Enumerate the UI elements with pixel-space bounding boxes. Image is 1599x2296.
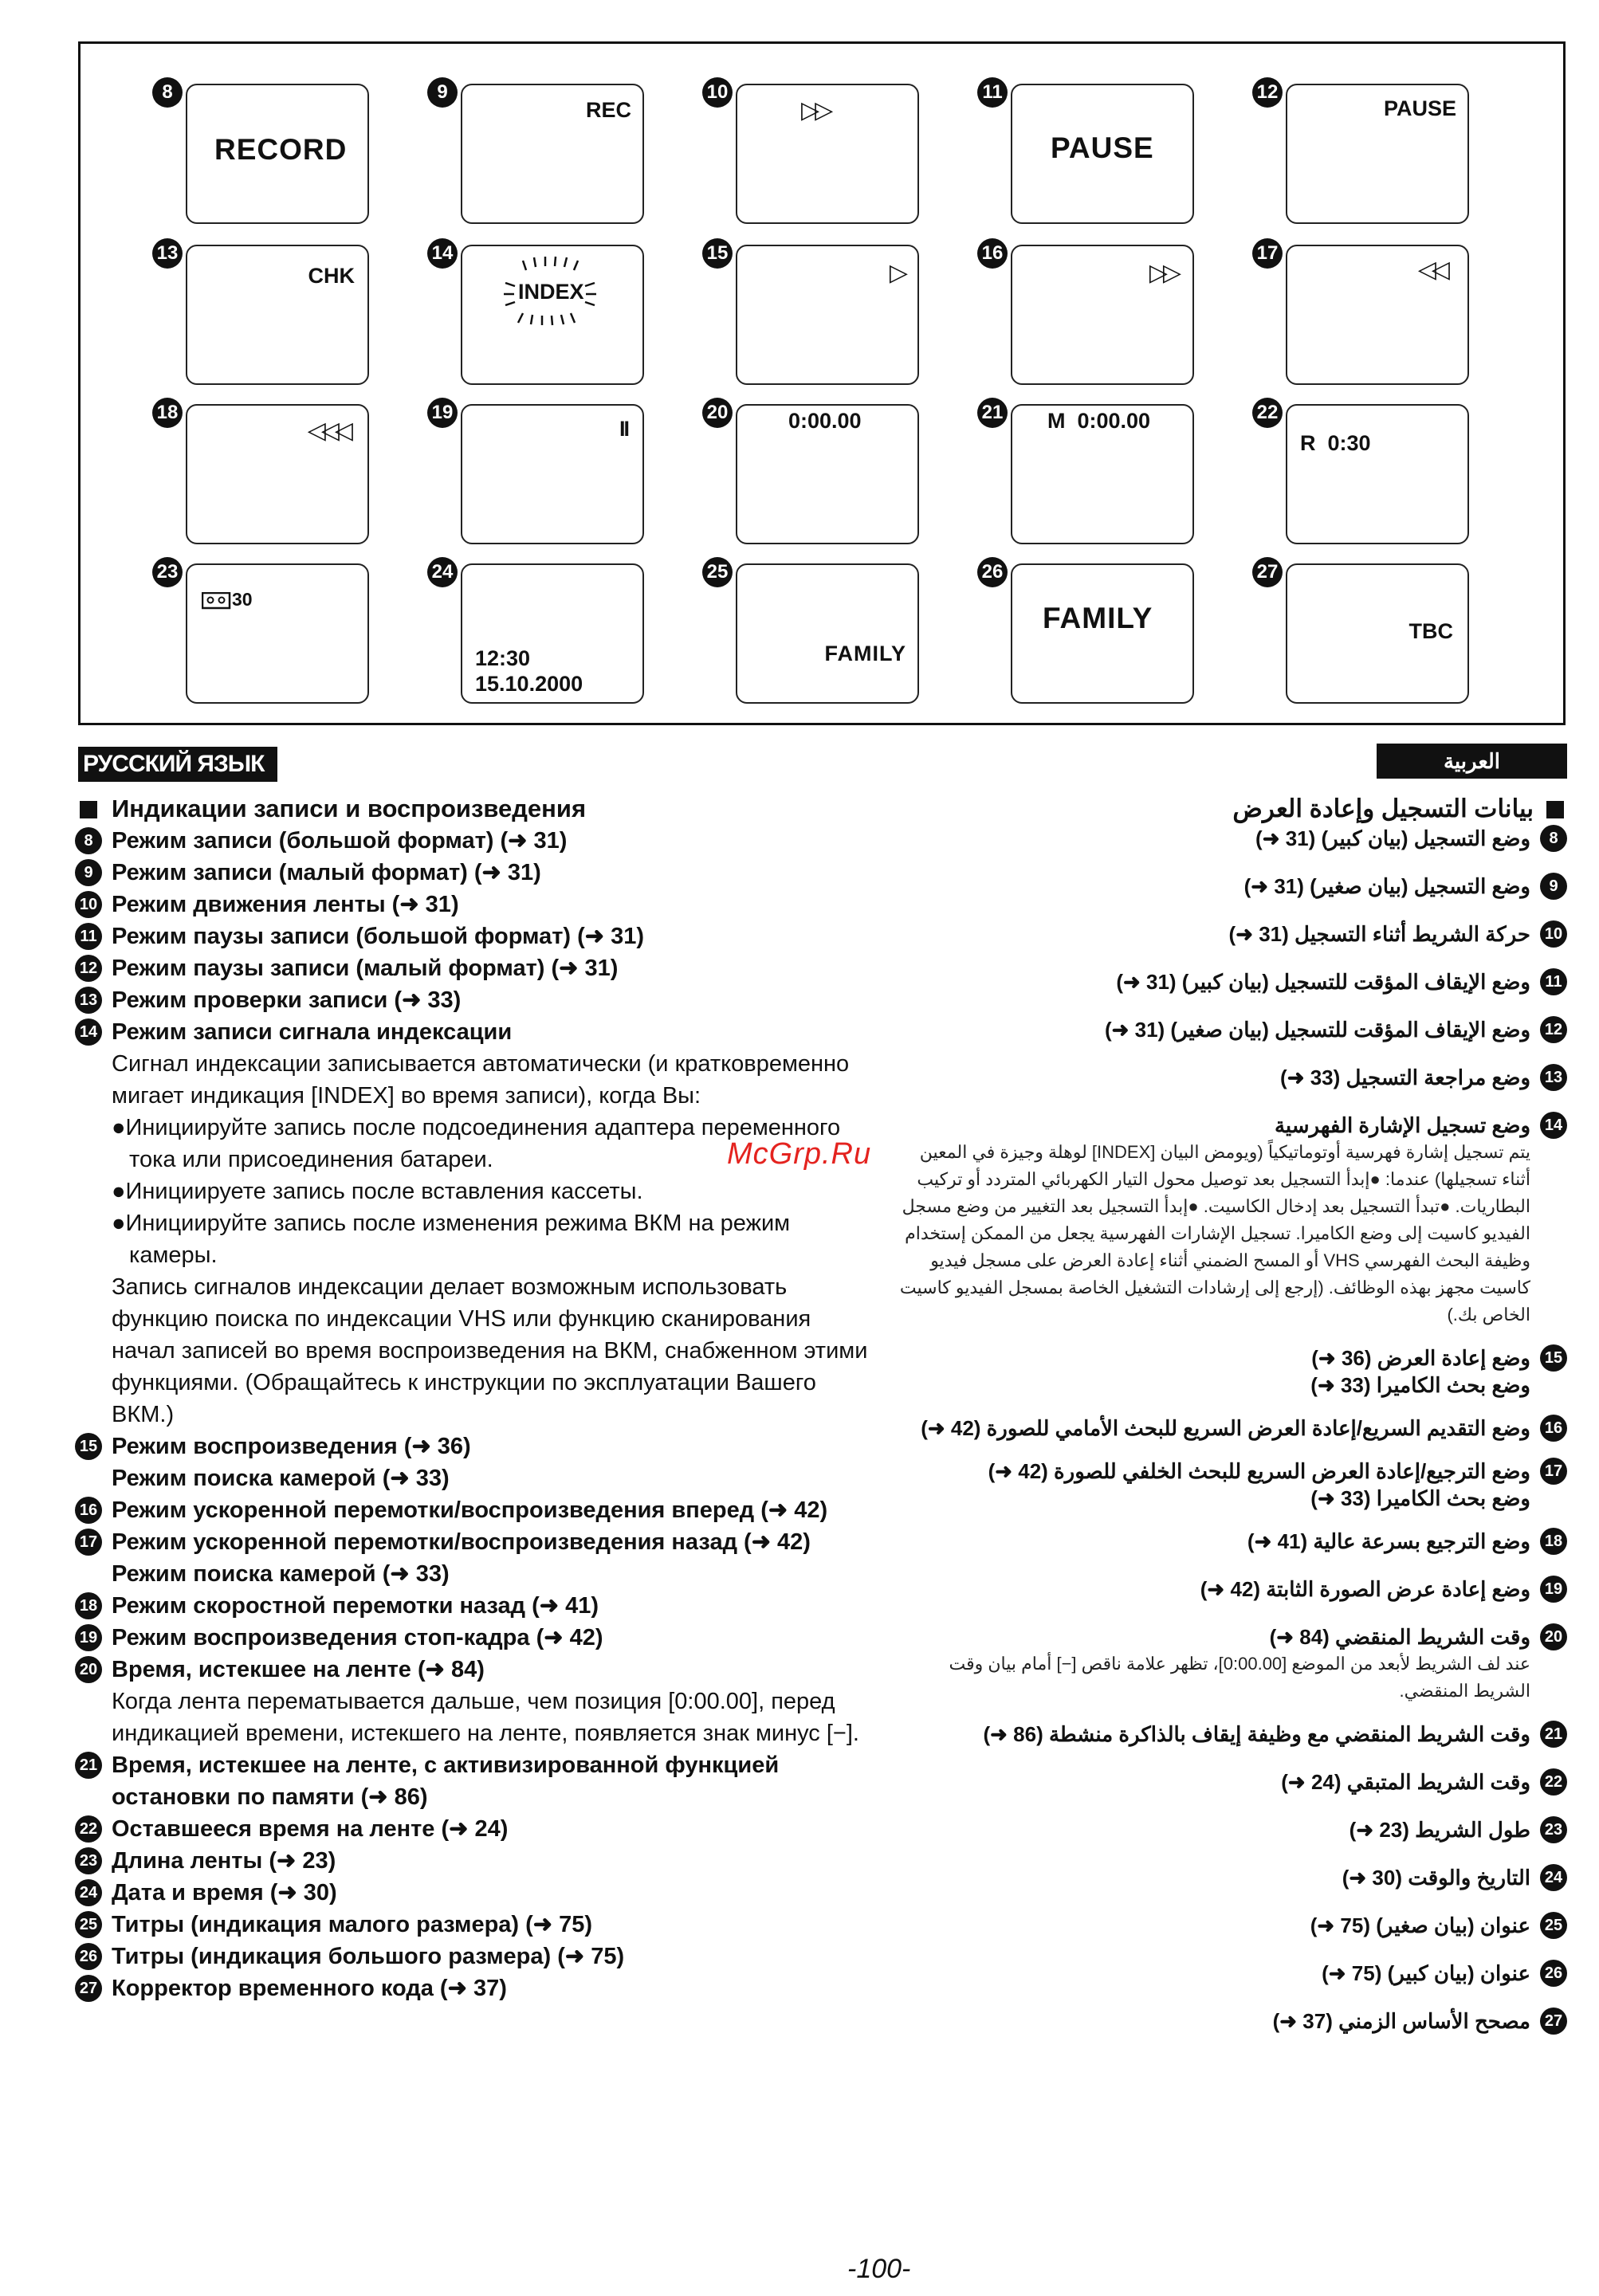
item-number-badge: 21 (977, 398, 1008, 428)
item-number-badge: 11 (1540, 968, 1567, 995)
screen-text: INDEX (518, 280, 584, 304)
section-heading (75, 793, 872, 825)
item-number-badge: 17 (75, 1529, 102, 1556)
display-cell-10 (706, 81, 985, 244)
list-item (75, 1526, 872, 1590)
item-description: Запись сигналов индексации делает возможным использовать функцию поиска по индексации VHS или функцию сканирования начал записей во время воспроизведения на ВКМ, снабженном этими функциями. (Обращайтесь к инструкции по эксплуатации Вашего ВКМ.) (112, 1274, 868, 1427)
list-item (898, 1576, 1567, 1603)
item-title: طول الشريط (23 ➜) (1349, 1818, 1530, 1842)
screen-text: REC (585, 98, 631, 122)
rewind-icon: ◁◁ (1417, 257, 1445, 283)
list-item (75, 1590, 872, 1622)
item-number-badge: 19 (427, 398, 458, 428)
list-item (898, 1623, 1567, 1705)
item-title: التاريخ والوقت (30 ➜) (1342, 1866, 1530, 1890)
screen-text: FAMILY (1043, 602, 1153, 634)
screen-date: 15.10.2000 (475, 672, 583, 696)
item-number-badge: 23 (1540, 1816, 1567, 1843)
item-title: وضع تسجيل الإشارة الفهرسية (1274, 1113, 1530, 1137)
list-item (898, 2008, 1567, 2035)
item-title: Длина ленты (➜ 23) (112, 1848, 336, 1874)
item-title: Режим записи сигнала индексации (112, 1019, 513, 1045)
screen-text: FAMILY (824, 642, 906, 665)
heading-text: Индикации записи и воспроизведения (112, 795, 587, 822)
display-cell-9 (435, 81, 710, 244)
list-item (898, 1112, 1567, 1329)
item-number-badge: 20 (702, 398, 733, 428)
item-title: حركة الشريط أثناء التسجيل (31 ➜) (1228, 922, 1530, 946)
viewfinder-screen (736, 563, 919, 704)
viewfinder-screen (1286, 84, 1469, 224)
screen-text: M 0:00.00 (1047, 409, 1151, 433)
display-cell-12 (1256, 81, 1535, 244)
item-number-badge: 14 (75, 1018, 102, 1046)
viewfinder-screen (461, 563, 644, 704)
list-item (75, 952, 872, 984)
display-cell-15 (706, 242, 985, 405)
list-item (898, 968, 1567, 995)
viewfinder-screen (1011, 563, 1194, 704)
item-number-badge: 15 (1540, 1344, 1567, 1372)
item-subtitle: وضع بحث الكاميرا (33 ➜) (1310, 1373, 1530, 1397)
item-number-badge: 14 (427, 238, 458, 269)
item-number-badge: 12 (1252, 77, 1283, 108)
item-number-badge: 23 (75, 1847, 102, 1874)
list-item (898, 1458, 1567, 1512)
display-cell-8 (160, 81, 435, 244)
item-title: Режим движения ленты (➜ 31) (112, 892, 459, 917)
item-number-badge: 16 (977, 238, 1008, 269)
screen-text: R 0:30 (1300, 431, 1371, 455)
item-number-badge: 26 (75, 1943, 102, 1970)
item-number-badge: 13 (75, 987, 102, 1014)
item-title: وضع الإيقاف المؤقت للتسجيل (بيان صغير) (31 ➜) (1104, 1018, 1530, 1042)
item-title: وقت الشريط المتبقي (24 ➜) (1281, 1770, 1530, 1794)
item-title: وضع التقديم السريع/إعادة العرض السريع للبحث الأمامي للصورة (42 ➜) (921, 1416, 1530, 1440)
item-number-badge: 17 (1252, 238, 1283, 269)
display-cell-24 (431, 561, 710, 724)
list-item (75, 1941, 872, 1972)
display-cell-22 (1256, 402, 1535, 564)
forward-icon: ▷▷ (801, 97, 829, 124)
item-subtitle: وضع بحث الكاميرا (33 ➜) (1310, 1486, 1530, 1510)
arabic-language-label: العربية (1377, 744, 1567, 779)
screen-text: CHK (308, 264, 355, 288)
item-number-badge: 15 (75, 1433, 102, 1460)
item-number-badge: 20 (1540, 1623, 1567, 1650)
screen-time: 12:30 (475, 646, 531, 670)
item-title: Режим паузы записи (малый формат) (➜ 31) (112, 956, 619, 981)
viewfinder-screen (1286, 245, 1469, 385)
item-title: Время, истекшее на ленте (➜ 84) (112, 1657, 485, 1682)
screen-text: PAUSE (1051, 131, 1154, 164)
arabic-section (898, 793, 1567, 2035)
list-item (898, 1721, 1567, 1748)
list-item (75, 889, 872, 920)
display-cell-11 (982, 81, 1260, 244)
item-title: Титры (индикация малого размера) (➜ 75) (112, 1912, 593, 1937)
item-number-badge: 22 (1252, 398, 1283, 428)
item-title: وضع إعادة العرض (36 ➜) (1311, 1346, 1530, 1370)
item-title: عنوان (بيان كبير) (75 ➜) (1322, 1961, 1530, 1985)
viewfinder-screen (736, 404, 919, 544)
list-item (898, 1912, 1567, 1939)
item-number-badge: 23 (152, 557, 183, 587)
list-item (898, 825, 1567, 852)
item-title: Время, истекшее на ленте, с активизированной функцией остановки по памяти (➜ 86) (112, 1752, 780, 1810)
item-title: عنوان (بيان صغير) (75 ➜) (1310, 1913, 1530, 1937)
item-number-badge: 14 (1540, 1112, 1567, 1139)
item-number-badge: 25 (75, 1911, 102, 1938)
item-number-badge: 25 (702, 557, 733, 587)
viewfinder-screen (186, 563, 369, 704)
viewfinder-screen (461, 245, 644, 385)
item-number-badge: 8 (75, 827, 102, 854)
list-item (75, 1749, 872, 1813)
list-item (898, 873, 1567, 900)
item-description: Сигнал индексации записывается автоматически (и кратковременно мигает индикация [INDEX] во время записи), когда Вы: (112, 1051, 850, 1109)
list-item (898, 1816, 1567, 1843)
russian-language-label: РУССКИЙ ЯЗЫК (78, 747, 277, 782)
item-title: Режим записи (большой формат) (➜ 31) (112, 828, 568, 854)
item-title: Режим паузы записи (большой формат) (➜ 31) (112, 924, 645, 949)
watermark: McGrp.Ru (727, 1137, 872, 1171)
viewfinder-screen (1011, 245, 1194, 385)
list-item (898, 1768, 1567, 1796)
item-number-badge: 16 (1540, 1415, 1567, 1442)
display-cell-17 (1256, 242, 1535, 405)
display-cell-20 (706, 402, 985, 564)
item-title: وضع مراجعة التسجيل (33 ➜) (1280, 1066, 1530, 1089)
item-number-badge: 24 (1540, 1864, 1567, 1891)
list-item (898, 1064, 1567, 1091)
display-cell-19 (431, 402, 710, 564)
list-item (75, 984, 872, 1016)
list-item (75, 920, 872, 952)
item-title: وضع التسجيل (بيان صغير) (31 ➜) (1243, 874, 1530, 898)
display-cell-13 (156, 242, 435, 405)
item-title: Титры (индикация большого размера) (➜ 75) (112, 1944, 625, 1969)
item-number-badge: 10 (1540, 920, 1567, 948)
russian-section (75, 793, 872, 2004)
list-item (75, 1016, 872, 1431)
list-item (75, 1494, 872, 1526)
still-pause-icon: II (619, 417, 628, 441)
item-number-badge: 12 (1540, 1016, 1567, 1043)
item-title: وضع التسجيل (بيان كبير) (31 ➜) (1255, 826, 1530, 850)
display-cell-18 (156, 402, 435, 564)
screen-text: TBC (1408, 619, 1453, 643)
list-item (75, 1845, 872, 1877)
item-number-badge: 20 (75, 1656, 102, 1683)
viewfinder-screen (736, 245, 919, 385)
item-number-badge: 19 (75, 1624, 102, 1651)
item-number-badge: 27 (1252, 557, 1283, 587)
item-number-badge: 13 (1540, 1064, 1567, 1091)
item-description: يتم تسجيل إشارة فهرسية أوتوماتيكياً (ويومض البيان [INDEX] لوهلة وجيزة في المعين أثناء تسجيلها) عندما: ●إبدأ التسجيل بعد توصيل محول التيار الكهربائي المتردد أو تركيب البطاريات. ●تبدأ التسجيل بعد إدخال الكاسيت. ●إبدأ التسجيل بعد التغيير من وضع مسجل الفيديو كاسيت إلى وضع الكاميرا. تسجيل الإشارات الفهرسية يجعل من الممكن إستخدام وظيفة البحث الفهرسي VHS أو المسح الضمني أثناء إعادة العرض على مسجل فيديو كاسيت مجهز بهذه الوظائف. (إرجع إلى إرشادات التشغيل الخاصة بمسجل الفيديو كاسيت الخاص بك.) (899, 1142, 1530, 1325)
item-number-badge: 12 (75, 955, 102, 982)
display-cell-21 (981, 402, 1260, 564)
display-cell-25 (706, 561, 985, 724)
item-title: Режим скоростной перемотки назад (➜ 41) (112, 1593, 599, 1619)
viewfinder-screen (1286, 404, 1469, 544)
list-item (75, 1972, 872, 2004)
item-number-badge: 21 (75, 1752, 102, 1779)
item-number-badge: 27 (75, 1975, 102, 2002)
heading-text: بيانات التسجيل وإعادة العرض (1232, 795, 1534, 822)
item-title: وضع إعادة عرض الصورة الثابتة (42 ➜) (1200, 1577, 1530, 1601)
item-number-badge: 10 (702, 77, 733, 108)
item-number-badge: 22 (75, 1815, 102, 1843)
viewfinder-screen (461, 404, 644, 544)
display-cell-16 (981, 242, 1260, 405)
list-item (898, 1415, 1567, 1442)
item-number-badge: 13 (152, 238, 183, 269)
list-item (898, 1016, 1567, 1043)
item-title: Режим проверки записи (➜ 33) (112, 987, 462, 1013)
item-number-badge: 15 (702, 238, 733, 269)
item-number-badge: 18 (152, 398, 183, 428)
item-number-badge: 24 (75, 1879, 102, 1906)
list-item (75, 825, 872, 857)
list-item (75, 1909, 872, 1941)
list-item (75, 857, 872, 889)
item-number-badge: 18 (75, 1592, 102, 1619)
screen-text: 0:00.00 (788, 409, 862, 433)
item-description: عند لف الشريط لأبعد من الموضع [0:00.00]، تظهر علامة ناقص [−] أمام بيان وقت الشريط المنقضي. (949, 1654, 1530, 1701)
play-icon: ▷ (889, 260, 903, 286)
item-number-badge: 8 (1540, 825, 1567, 852)
item-number-badge: 11 (75, 923, 102, 950)
item-number-badge: 9 (75, 859, 102, 886)
item-number-badge: 22 (1540, 1768, 1567, 1796)
list-item (75, 1622, 872, 1654)
item-title: وقت الشريط المنقضي (84 ➜) (1269, 1625, 1530, 1649)
item-number-badge: 24 (427, 557, 458, 587)
list-item (75, 1877, 872, 1909)
item-title: وضع الإيقاف المؤقت للتسجيل (بيان كبير) (31 ➜) (1116, 970, 1530, 994)
bullet-point: ●Инициируйте запись после подсоединения адаптера переменного тока или присоединения батареи. (112, 1115, 841, 1172)
viewfinder-screen (1011, 84, 1194, 224)
item-number-badge: 19 (1540, 1576, 1567, 1603)
item-number-badge: 26 (1540, 1960, 1567, 1987)
item-number-badge: 11 (977, 77, 1008, 108)
list-item (75, 1813, 872, 1845)
display-cell-14 (431, 242, 710, 405)
item-title: Оставшееся время на ленте (➜ 24) (112, 1816, 509, 1842)
item-number-badge: 9 (427, 77, 458, 108)
item-title: وضع الترجيع بسرعة عالية (41 ➜) (1247, 1529, 1530, 1553)
item-title: وقت الشريط المنقضي مع وظيفة إيقاف بالذاكرة منشطة (86 ➜) (983, 1722, 1530, 1746)
item-title: Режим ускоренной перемотки/воспроизведения назад (➜ 42) (112, 1529, 811, 1555)
display-cell-26 (981, 561, 1260, 724)
item-number-badge: 16 (75, 1497, 102, 1524)
list-item (898, 1864, 1567, 1891)
viewfinder-screen (1286, 563, 1469, 704)
screen-text: RECORD (214, 133, 348, 166)
item-title: Корректор временного кода (➜ 37) (112, 1976, 507, 2001)
list-item (898, 1528, 1567, 1555)
section-heading (898, 793, 1567, 825)
item-title: وضع الترجيع/إعادة العرض السريع للبحث الخلفي للصورة (42 ➜) (988, 1459, 1530, 1483)
cassette-icon (202, 592, 232, 610)
item-number-badge: 27 (1540, 2008, 1567, 2035)
list-item (898, 1344, 1567, 1399)
item-description: Когда лента перематывается дальше, чем позиция [0:00.00], перед индикацией времени, истекшего на ленте, появляется знак минус [−]. (112, 1689, 859, 1746)
high-speed-rewind-icon: ◁◁◁ (307, 418, 348, 444)
item-title: Дата и время (➜ 30) (112, 1880, 337, 1905)
item-number-badge: 9 (1540, 873, 1567, 900)
list-item (75, 1431, 872, 1494)
item-title: Режим ускоренной перемотки/воспроизведения вперед (➜ 42) (112, 1497, 828, 1523)
item-title: Режим воспроизведения (➜ 36) (112, 1434, 471, 1459)
viewfinder-screen (736, 84, 919, 224)
fast-forward-icon: ▷▷ (1149, 260, 1177, 286)
viewfinder-screen (461, 84, 644, 224)
square-bullet-icon (80, 801, 97, 818)
screen-text: 30 (232, 589, 253, 610)
list-item (898, 920, 1567, 948)
display-indications-panel (78, 41, 1566, 725)
item-subtitle: Режим поиска камерой (➜ 33) (112, 1466, 450, 1491)
display-cell-23 (156, 561, 435, 724)
item-title: Режим записи (малый формат) (➜ 31) (112, 860, 541, 885)
list-item (898, 1960, 1567, 1987)
viewfinder-screen (1011, 404, 1194, 544)
item-number-badge: 26 (977, 557, 1008, 587)
item-number-badge: 10 (75, 891, 102, 918)
list-item (75, 1654, 872, 1749)
item-title: Режим воспроизведения стоп-кадра (➜ 42) (112, 1625, 603, 1650)
item-number-badge: 18 (1540, 1528, 1567, 1555)
page-number: -100- (847, 2254, 911, 2284)
item-number-badge: 8 (152, 77, 183, 108)
screen-text: PAUSE (1383, 96, 1456, 120)
bullet-point: ●Инициируйте запись после изменения режима ВКМ на режим камеры. (112, 1211, 791, 1268)
item-number-badge: 21 (1540, 1721, 1567, 1748)
viewfinder-screen (186, 245, 369, 385)
bullet-point: ●Инициируете запись после вставления кассеты. (112, 1179, 643, 1204)
item-number-badge: 25 (1540, 1912, 1567, 1939)
display-cell-27 (1256, 561, 1535, 724)
item-number-badge: 17 (1540, 1458, 1567, 1485)
item-title: مصحح الأساس الزمني (37 ➜) (1272, 2009, 1530, 2033)
viewfinder-screen (186, 84, 369, 224)
item-subtitle: Режим поиска камерой (➜ 33) (112, 1561, 450, 1587)
square-bullet-icon (1546, 801, 1564, 818)
viewfinder-screen (186, 404, 369, 544)
